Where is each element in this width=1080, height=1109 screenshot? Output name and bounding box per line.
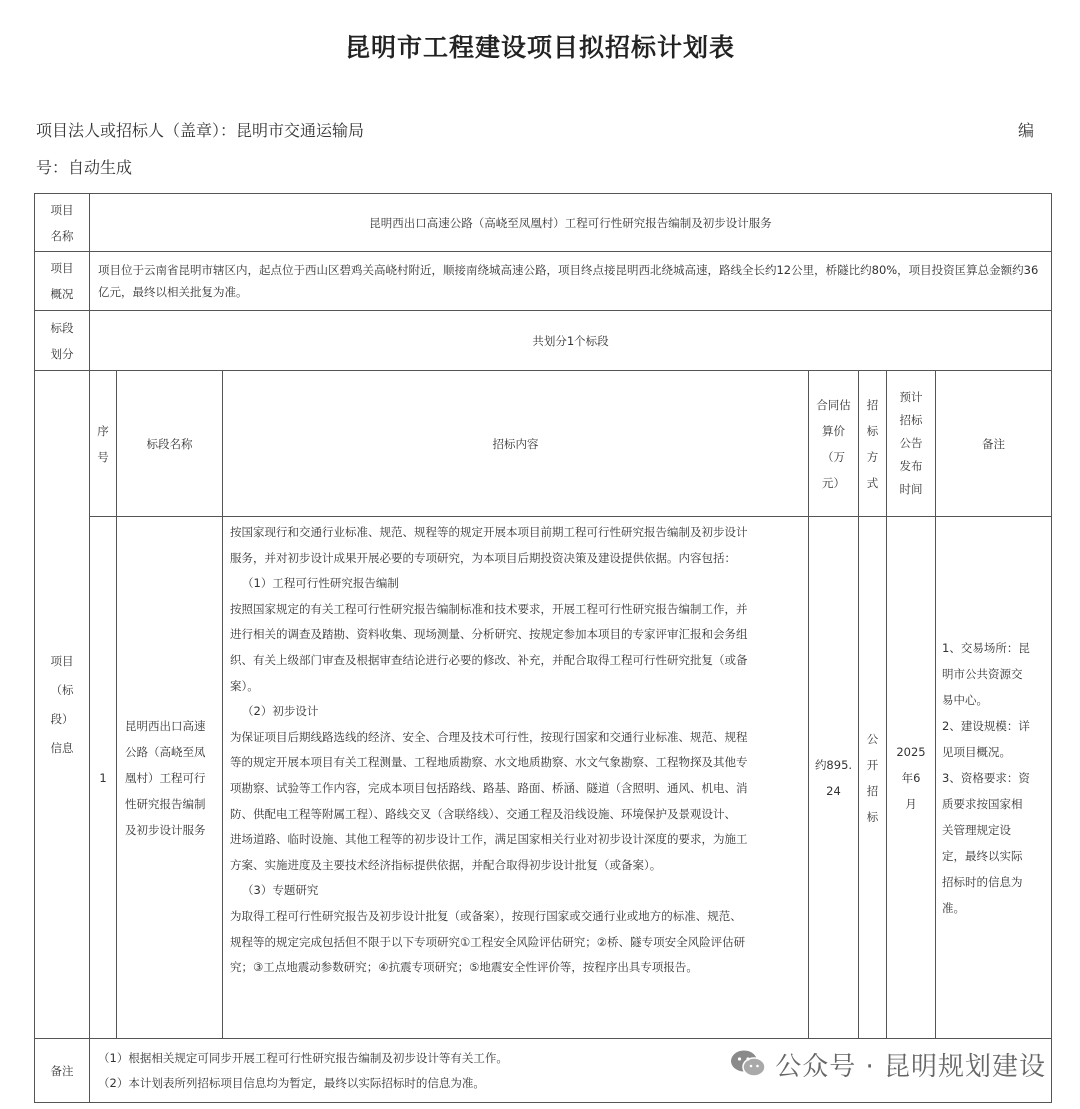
content-subheading: （1）工程可行性研究报告编制	[242, 576, 399, 591]
header-line: 号	[97, 449, 109, 464]
row-section-1	[35, 517, 1052, 1039]
label-line: 标段	[50, 320, 74, 335]
label-line: 段）	[50, 711, 74, 726]
name-line: 及初步设计服务	[125, 822, 206, 837]
row-headers	[35, 371, 1052, 517]
section-label	[35, 311, 90, 371]
project-name-label	[35, 194, 90, 252]
page-title: 昆明市工程建设项目拟招标计划表	[344, 33, 735, 62]
name-line: 昆明西出口高速	[125, 718, 206, 733]
content-line: 按国家现行和交通行业标准、规范、规程等的规定开展本项目前期工程可行性研究报告编制及初步设计	[230, 525, 748, 539]
remarks-line: 定，最终以实际	[942, 848, 1023, 863]
content-line: 项勘察、试验等工作内容，完成本项目包括路线、路基、路面、桥涵、隧道（含照明、通风、机电、消	[230, 780, 748, 795]
label-line: 信息	[50, 740, 74, 755]
remarks-line: 准。	[942, 900, 965, 915]
method-line: 开	[866, 757, 879, 772]
row-seq: 1	[90, 517, 117, 1039]
name-line: 性研究报告编制	[125, 796, 206, 811]
remarks-line: 易中心。	[942, 692, 988, 707]
header-line: 算价	[822, 423, 845, 438]
tender-method	[859, 517, 887, 1039]
info-label	[35, 371, 90, 1039]
remarks-line: 3、资格要求：资	[942, 770, 1030, 785]
method-line: 标	[866, 809, 879, 824]
section-division: 共划分1个标段	[90, 311, 1052, 371]
header-line: （万	[822, 449, 845, 464]
time-line: 月	[905, 796, 917, 811]
number-line: 号：自动生成	[36, 158, 133, 177]
content-line: 进场道路、临时设施、其他工程等的初步设计工作，满足国家相关行业对初步设计深度的要求，为施工	[230, 832, 748, 847]
row-remarks	[936, 517, 1052, 1039]
header-time	[887, 371, 936, 517]
content-line: 规程等的规定完成包括但不限于以下专项研究①工程安全风险评估研究；②桥、隧专项安全风险评估研	[230, 934, 746, 949]
wechat-icon	[729, 1048, 767, 1080]
header-line: 时间	[899, 482, 923, 496]
content-line: 为保证项目后期线路选线的经济、安全、合理及技术可行性，按现行国家和交通行业标准、规范、规程	[230, 729, 748, 744]
header-content: 招标内容	[223, 371, 809, 517]
publish-time	[887, 517, 936, 1039]
header-line: 预计	[899, 390, 923, 404]
row-overview	[35, 252, 1052, 311]
header-line: 元）	[822, 475, 845, 490]
content-line: 案）。	[230, 678, 259, 693]
remarks-line: 招标时的信息为	[942, 874, 1023, 889]
label-line: 划分	[50, 346, 74, 361]
content-subheading: （3）专题研究	[242, 883, 319, 898]
project-name: 昆明西出口高速公路（高峣至凤凰村）工程可行性研究报告编制及初步设计服务	[90, 194, 1052, 252]
content-line: 服务，并对初步设计成果开展必要的专项研究，为本项目后期投资决策及建设提供依据。内容包括：	[230, 550, 736, 565]
row-project-name	[35, 194, 1052, 252]
remarks-line: 2、建设规模：详	[942, 718, 1030, 733]
header-price	[809, 371, 859, 517]
project-overview: 项目位于云南省昆明市辖区内，起点位于西山区碧鸡关高峣村附近，顺接南绕城高速公路，项目终点接昆明西北绕城高速，路线全长约12公里，桥隧比约80%，项目投资匡算总金额约36亿元，最终以相关批复为准。	[90, 252, 1052, 311]
price-line: 约895.	[814, 757, 853, 772]
header-remarks: 备注	[936, 371, 1052, 517]
label-line: 项目	[50, 653, 74, 668]
label-line: 项目	[50, 202, 74, 217]
row-section-division	[35, 311, 1052, 371]
content-line: 究；③工点地震动参数研究；④抗震专项研究；⑤地震安全性评价等，按程序出具专项报告。	[230, 960, 698, 975]
price-line: 24	[826, 783, 841, 798]
header-line: 招	[866, 397, 879, 412]
header-line: 合同估	[816, 397, 851, 412]
remarks-line: 关管理规定设	[942, 822, 1011, 837]
label-line: 概况	[50, 287, 74, 301]
number-label: 编	[1017, 121, 1034, 140]
header-line: 方	[866, 449, 879, 464]
note-line: （2）本计划表所列招标项目信息均为暂定，最终以实际招标时的信息为准。	[98, 1075, 485, 1090]
content-line: 等的规定开展本项目有关工程测量、工程地质勘察、水文地质勘察、水文气象勘察、工程物探及其他专	[230, 755, 748, 770]
section-name	[117, 517, 223, 1039]
content-line: 进行相关的调查及踏勘、资料收集、现场测量、分析研究、按规定参加本项目的专家评审汇报和会务组	[230, 627, 748, 642]
label-line: （标	[50, 682, 74, 697]
name-line: 凰村）工程可行	[125, 770, 206, 785]
remarks-line: 质要求按国家相	[942, 796, 1023, 811]
watermark-text: 公众号 · 昆明规划建设	[775, 1051, 1046, 1082]
header-seq	[90, 371, 117, 517]
header-method	[859, 371, 887, 517]
tender-plan-table	[34, 193, 1052, 1103]
method-line: 公	[866, 731, 879, 746]
name-line: 公路（高峣至凤	[125, 744, 206, 759]
remarks-line: 见项目概况。	[942, 744, 1011, 759]
content-subheading: （2）初步设计	[242, 704, 319, 719]
header-line: 标	[866, 423, 879, 438]
content-line: 织、有关上级部门审查及根据审查结论进行必要的修改、补充，并配合取得工程可行性研究批复（或备	[230, 652, 748, 667]
method-line: 招	[866, 783, 879, 798]
contract-price	[809, 517, 859, 1039]
content-line: 防、供配电工程等附属工程）、路线交叉（含联络线）、交通工程及沿线设施、环境保护及景观设计、	[230, 806, 736, 821]
header-name: 标段名称	[117, 371, 223, 517]
remarks-line: 1、交易场所：昆	[942, 640, 1030, 655]
remarks-line: 明市公共资源交	[942, 666, 1023, 681]
overview-label	[35, 252, 90, 311]
watermark	[729, 1044, 1046, 1084]
header-line: 公告	[899, 436, 923, 450]
tender-content	[223, 517, 809, 1039]
label-line: 项目	[50, 261, 74, 275]
header-line: 序	[97, 423, 109, 438]
label-line: 名称	[50, 228, 74, 243]
owner-line: 项目法人或招标人（盖章）：昆明市交通运输局	[36, 121, 365, 140]
header-line: 发布	[899, 459, 923, 473]
content-line: 方案、实施进度及主要技术经济指标提供依据，并配合取得初步设计批复（或备案）。	[230, 857, 662, 872]
content-line: 按照国家规定的有关工程可行性研究报告编制标准和技术要求，开展工程可行性研究报告编制工作，并	[230, 601, 748, 616]
header-line: 招标	[899, 413, 923, 427]
time-line: 2025	[896, 744, 926, 759]
notes-label: 备注	[35, 1039, 90, 1103]
header-line: 式	[866, 475, 879, 490]
time-line: 年6	[901, 770, 921, 785]
content-line: 为取得工程可行性研究报告及初步设计批复（或备案），按现行国家或交通行业或地方的标准、规范、	[230, 908, 742, 923]
note-line: （1）根据相关规定可同步开展工程可行性研究报告编制及初步设计等有关工作。	[98, 1050, 508, 1065]
